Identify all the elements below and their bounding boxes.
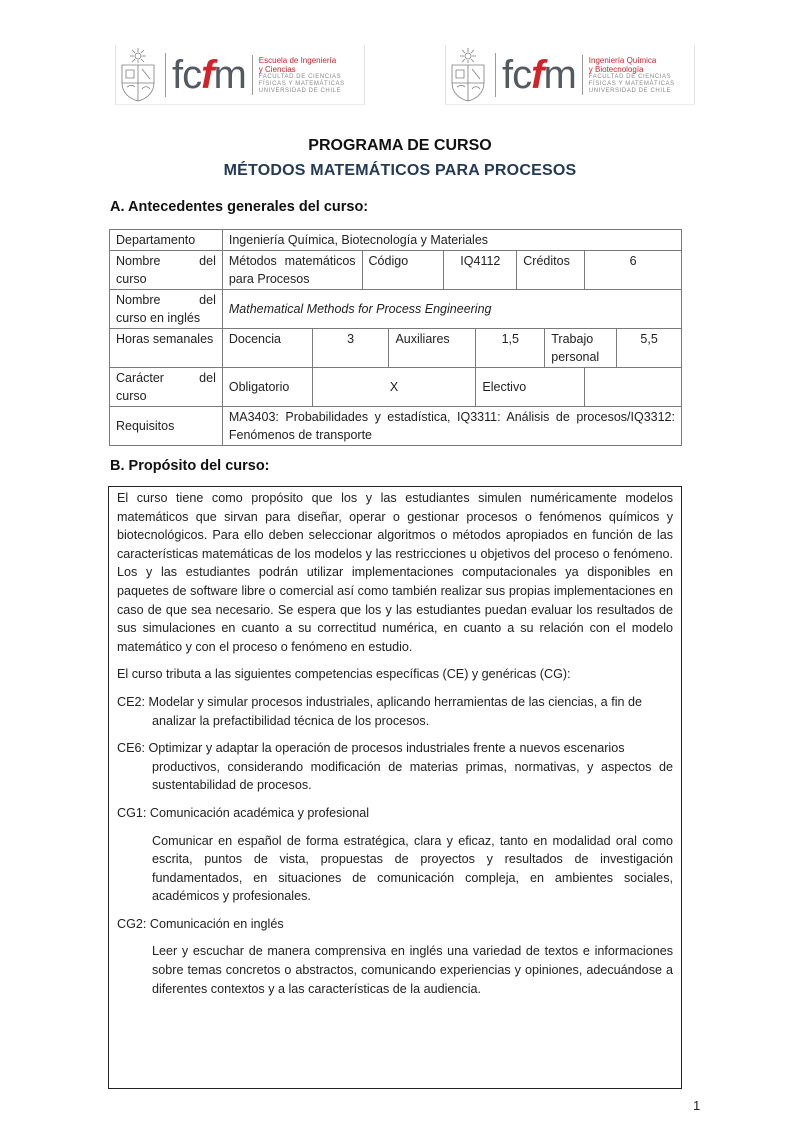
fcfm-wordmark: fc f m [495,53,576,97]
value-trabajo-personal: 5,5 [617,329,682,368]
row-nombre-ingles [110,290,682,329]
competency-ce2: CE2: Modelar y simular procesos industriales, aplicando herramientas de las ciencias, a fin de analizar la prefactibilidad técnica de los procesos. [117,694,642,728]
competency-code: CE6: [117,741,145,756]
label-auxiliares: Auxiliares [389,329,476,368]
section-b-heading: B. Propósito del curso: [110,458,270,474]
mark-electivo [585,368,682,407]
fcfm-logo-iq [445,45,695,105]
section-a-heading: A. Antecedentes generales del curso: [110,199,369,215]
department-name: Ingeniería Química y Biotecnología FACULTAD DE CIENCIAS FÍSICAS Y MATEMÁTICAS UNIVERSIDAD DE CHILE [582,55,675,95]
value-codigo: IQ4112 [444,251,517,290]
university-shield-icon [117,47,159,103]
university-shield-icon [447,47,489,103]
label-nombre-ingles: Nombre del curso en inglés [110,290,223,329]
mark-obligatorio: X [312,368,476,407]
row-departamento [110,230,682,251]
value-nombre: Métodos matemáticos para Procesos [222,251,362,290]
purpose-paragraph: El curso tiene como propósito que los y las estudiantes simulen numéricamente modelos matemáticos que sirvan para diseñar, operar o gestionar procesos o fenómenos químicos y biotecnológicos. Para ello deben seleccionar algoritmos o métodos apropiados en función de las características matemáticas de los modelos y las restricciones u objetivos del proceso o fenómeno. Los y las estudiantes podrán utilizar implementaciones computacionales ya disponibles en paquetes de software libre o comercial así como también realizar sus propias implementaciones en caso de que sea necesario. Se espera que los y las estudiantes puedan evaluar los resultados de sus simulaciones en cuanto a su correctitud numérica, en cuanto a su relación con el modelo matemático y con el proceso o fenómeno en estudio. [117,491,673,654]
label-horas: Horas semanales [110,329,223,368]
label-codigo: Código [362,251,444,290]
fcfm-logo-escuela [115,45,365,105]
label-trabajo-personal: Trabajo personal [545,329,617,368]
page-number: 1 [693,1098,701,1113]
competency-code: CE2: [117,694,145,709]
row-horas [110,329,682,368]
purpose-box [108,486,682,1089]
fcfm-wordmark: fc f m [165,53,246,97]
label-electivo: Electivo [476,368,585,407]
course-title: MÉTODOS MATEMÁTICOS PARA PROCESOS [223,162,577,179]
competency-cg2: CG2: Comunicación en inglés Leer y escuchar de manera comprensiva en inglés una variedad de textos e informaciones sobre temas concretos o abstractos, comunicando experiencias y opiniones, adecuándose a diferentes contextos y a las características de la audiencia. [117,915,673,998]
row-caracter [110,368,682,407]
label-docencia: Docencia [222,329,312,368]
document-title: PROGRAMA DE CURSO [308,137,492,154]
value-departamento: Ingeniería Química, Biotecnología y Materiales [222,230,681,251]
label-obligatorio: Obligatorio [222,368,312,407]
label-requisitos: Requisitos [110,407,223,446]
value-requisitos: MA3403: Probabilidades y estadística, IQ3311: Análisis de procesos/IQ3312: Fenómenos de transporte [222,407,681,446]
competency-ce6: CE6: Optimizar y adaptar la operación de procesos industriales frente a nuevos escenarios productivos, considerando modificación de materias primas, normativas, y aspectos de sustentabilidad de procesos. [117,741,673,793]
row-nombre [110,251,682,290]
competency-code: CG2: [117,916,147,931]
value-nombre-ingles: Mathematical Methods for Process Engineering [222,290,681,329]
label-caracter: Carácter del curso [110,368,223,407]
label-creditos: Créditos [517,251,585,290]
row-requisitos [110,407,682,446]
label-departamento: Departamento [110,230,223,251]
label-nombre: Nombre del curso [110,251,223,290]
school-name: Escuela de Ingeniería y Ciencias FACULTAD DE CIENCIAS FÍSICAS Y MATEMÁTICAS UNIVERSIDAD DE CHILE [252,55,345,95]
competency-description: Leer y escuchar de manera comprensiva en inglés una variedad de textos e informaciones sobre temas concretos o abstractos, comunicando experiencias y opiniones, adecuándose a diferentes contextos y a las características de la audiencia. [152,944,673,996]
value-creditos: 6 [585,251,682,290]
competency-code: CG1: [117,805,147,820]
competencies-intro: El curso tributa a las siguientes competencias específicas (CE) y genéricas (CG): [117,667,571,682]
value-auxiliares: 1,5 [476,329,545,368]
competency-description: Comunicar en español de forma estratégica, clara y eficaz, tanto en modalidad oral como escrita, puntos de vista, propuestas de proyectos y resultados de investigación fundamentados, en situaciones de comunicación compleja, en ambientes sociales, académicos y profesionales. [152,833,673,904]
value-docencia: 3 [312,329,389,368]
course-info-table [109,229,682,446]
competency-cg1: CG1: Comunicación académica y profesional Comunicar en español de forma estratégica, clara y eficaz, tanto en modalidad oral como escrita, puntos de vista, propuestas de proyectos y resultados de investigación fundamentados, en situaciones de comunicación compleja, en ambientes sociales, académicos y profesionales. [117,804,673,906]
